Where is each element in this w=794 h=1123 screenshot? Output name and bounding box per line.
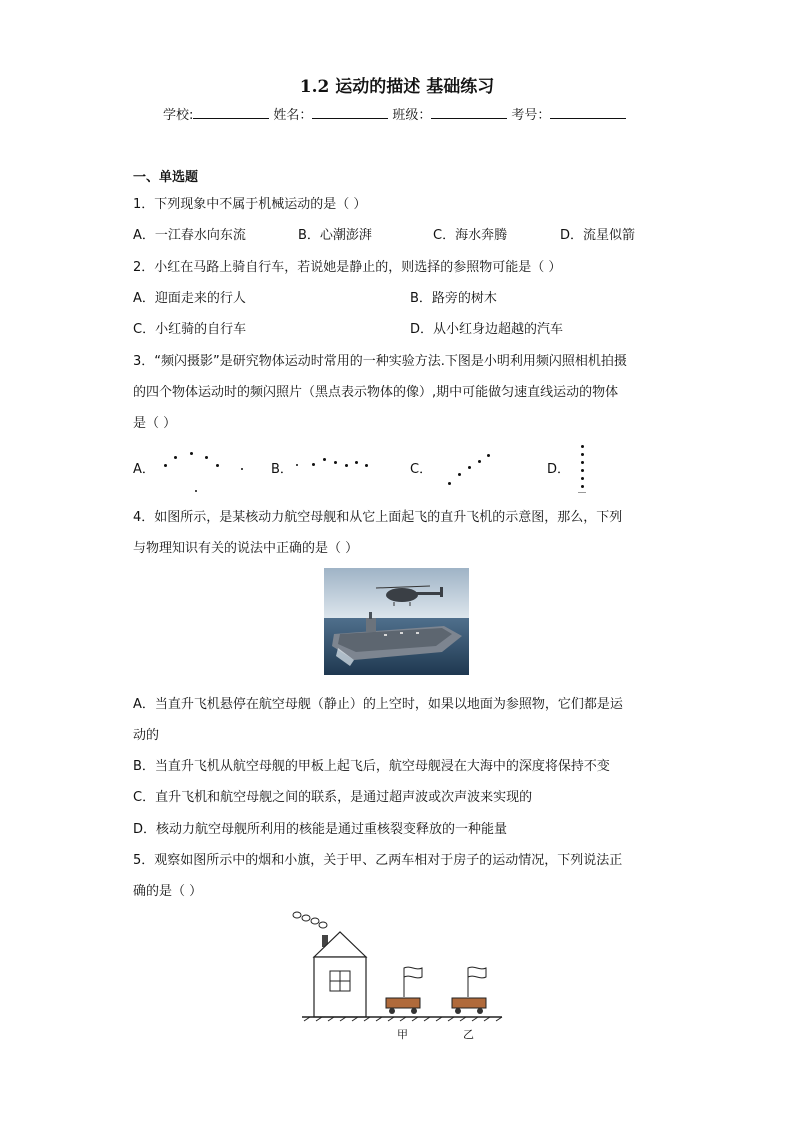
q1-option-b: B．心潮澎湃 <box>298 228 372 243</box>
aircraft-carrier-helicopter-photo <box>324 568 469 675</box>
q2-option-c: C．小红骑的自行车 <box>133 322 247 337</box>
strobe-dot <box>468 466 471 469</box>
q2-stem: 2．小红在马路上骑自行车，若说她是静止的，则选择的参照物可能是（ ） <box>133 260 562 275</box>
school-blank <box>193 104 269 119</box>
page-title: 1.2 运动的描述 基础练习 <box>299 77 495 97</box>
q2-option-b: B．路旁的树木 <box>410 291 497 306</box>
strobe-dot <box>216 464 219 467</box>
strobe-dot <box>205 456 208 459</box>
strobe-dot <box>190 452 193 455</box>
q3-option-a: A． <box>133 462 155 477</box>
q2-option-a: A．迎面走来的行人 <box>133 291 246 306</box>
strobe-dot <box>581 461 584 464</box>
q2-option-d: D．从小红身边超越的汽车 <box>410 322 564 337</box>
q3-figure-d-strobe <box>574 444 594 496</box>
strobe-dot <box>458 473 461 476</box>
q5-stem-line-1: 5．观察如图所示中的烟和小旗，关于甲、乙两车相对于房子的运动情况，下列说法正 <box>133 853 623 868</box>
section-title: 一、单选题 <box>133 170 199 185</box>
name-blank <box>312 104 388 119</box>
student-info-row <box>163 104 630 123</box>
q3-option-b: B． <box>271 462 293 477</box>
q3-figure-a-strobe <box>160 446 250 496</box>
q3-option-d: D． <box>547 462 571 477</box>
q1-option-a: A．一江春水向东流 <box>133 228 246 243</box>
q5-stem-line-2: 确的是（ ） <box>133 884 203 899</box>
q3-stem-line-3: 是（ ） <box>133 416 177 431</box>
strobe-dot <box>296 464 298 466</box>
strobe-dot <box>195 490 197 492</box>
q3-stem-line-2: 的四个物体运动时的频闪照片（黑点表示物体的像）,期中可能做匀速直线运动的物体 <box>133 385 619 400</box>
exam-number-label: 考号： <box>511 108 551 123</box>
name-label: 姓名： <box>273 108 313 123</box>
q4-option-a-line-2: 动的 <box>133 728 160 743</box>
q4-stem-line-1: 4．如图所示，是某核动力航空母舰和从它上面起飞的直升飞机的示意图，那么，下列 <box>133 510 623 525</box>
school-label: 学校: <box>163 108 194 123</box>
strobe-dot <box>581 469 584 472</box>
strobe-dot <box>581 485 584 488</box>
exam-number-blank <box>550 104 626 119</box>
cart-jia-label: 甲 <box>397 1028 408 1041</box>
q4-option-b: B．当直升飞机从航空母舰的甲板上起飞后，航空母舰浸在大海中的深度将保持不变 <box>133 759 610 774</box>
q3-option-c: C． <box>410 462 433 477</box>
house-flags-carts-figure <box>290 905 510 1040</box>
q4-option-c: C．直升飞机和航空母舰之间的联系，是通过超声波或次声波来实现的 <box>133 790 533 805</box>
q3-stem-line-1: 3．“频闪摄影”是研究物体运动时常用的一种实验方法.下图是小明利用频闪照相机拍摄 <box>133 354 627 369</box>
q4-option-d: D．核动力航空母舰所利用的核能是通过重核裂变释放的一种能量 <box>133 822 508 837</box>
q4-option-a-line-1: A．当直升飞机悬停在航空母舰（静止）的上空时，如果以地面为参照物，它们都是运 <box>133 697 623 712</box>
strobe-dot <box>345 464 348 467</box>
house-carts-illustration <box>290 905 510 1040</box>
q1-option-d: D．流星似箭 <box>560 228 636 243</box>
strobe-ground-mark <box>578 492 586 493</box>
strobe-dot <box>487 454 490 457</box>
strobe-dot <box>448 482 451 485</box>
q1-option-c: C．海水奔腾 <box>433 228 508 243</box>
strobe-dot <box>323 458 326 461</box>
strobe-dot <box>174 456 177 459</box>
q3-figure-c-strobe <box>444 448 494 488</box>
cart-yi-label: 乙 <box>463 1028 474 1041</box>
q4-stem-line-2: 与物理知识有关的说法中正确的是（ ） <box>133 541 359 556</box>
q3-figure-b-strobe <box>294 452 374 472</box>
strobe-dot <box>365 464 368 467</box>
class-label: 班级： <box>392 108 432 123</box>
strobe-dot <box>164 464 167 467</box>
strobe-dot <box>478 460 481 463</box>
q1-stem: 1．下列现象中不属于机械运动的是（ ） <box>133 197 367 212</box>
strobe-dot <box>581 477 584 480</box>
strobe-dot <box>334 461 337 464</box>
strobe-dot <box>581 445 584 448</box>
strobe-dot <box>241 468 243 470</box>
strobe-dot <box>312 463 315 466</box>
strobe-dot <box>355 461 358 464</box>
class-blank <box>431 104 507 119</box>
carrier-photo-illustration <box>324 568 469 675</box>
strobe-dot <box>581 453 584 456</box>
